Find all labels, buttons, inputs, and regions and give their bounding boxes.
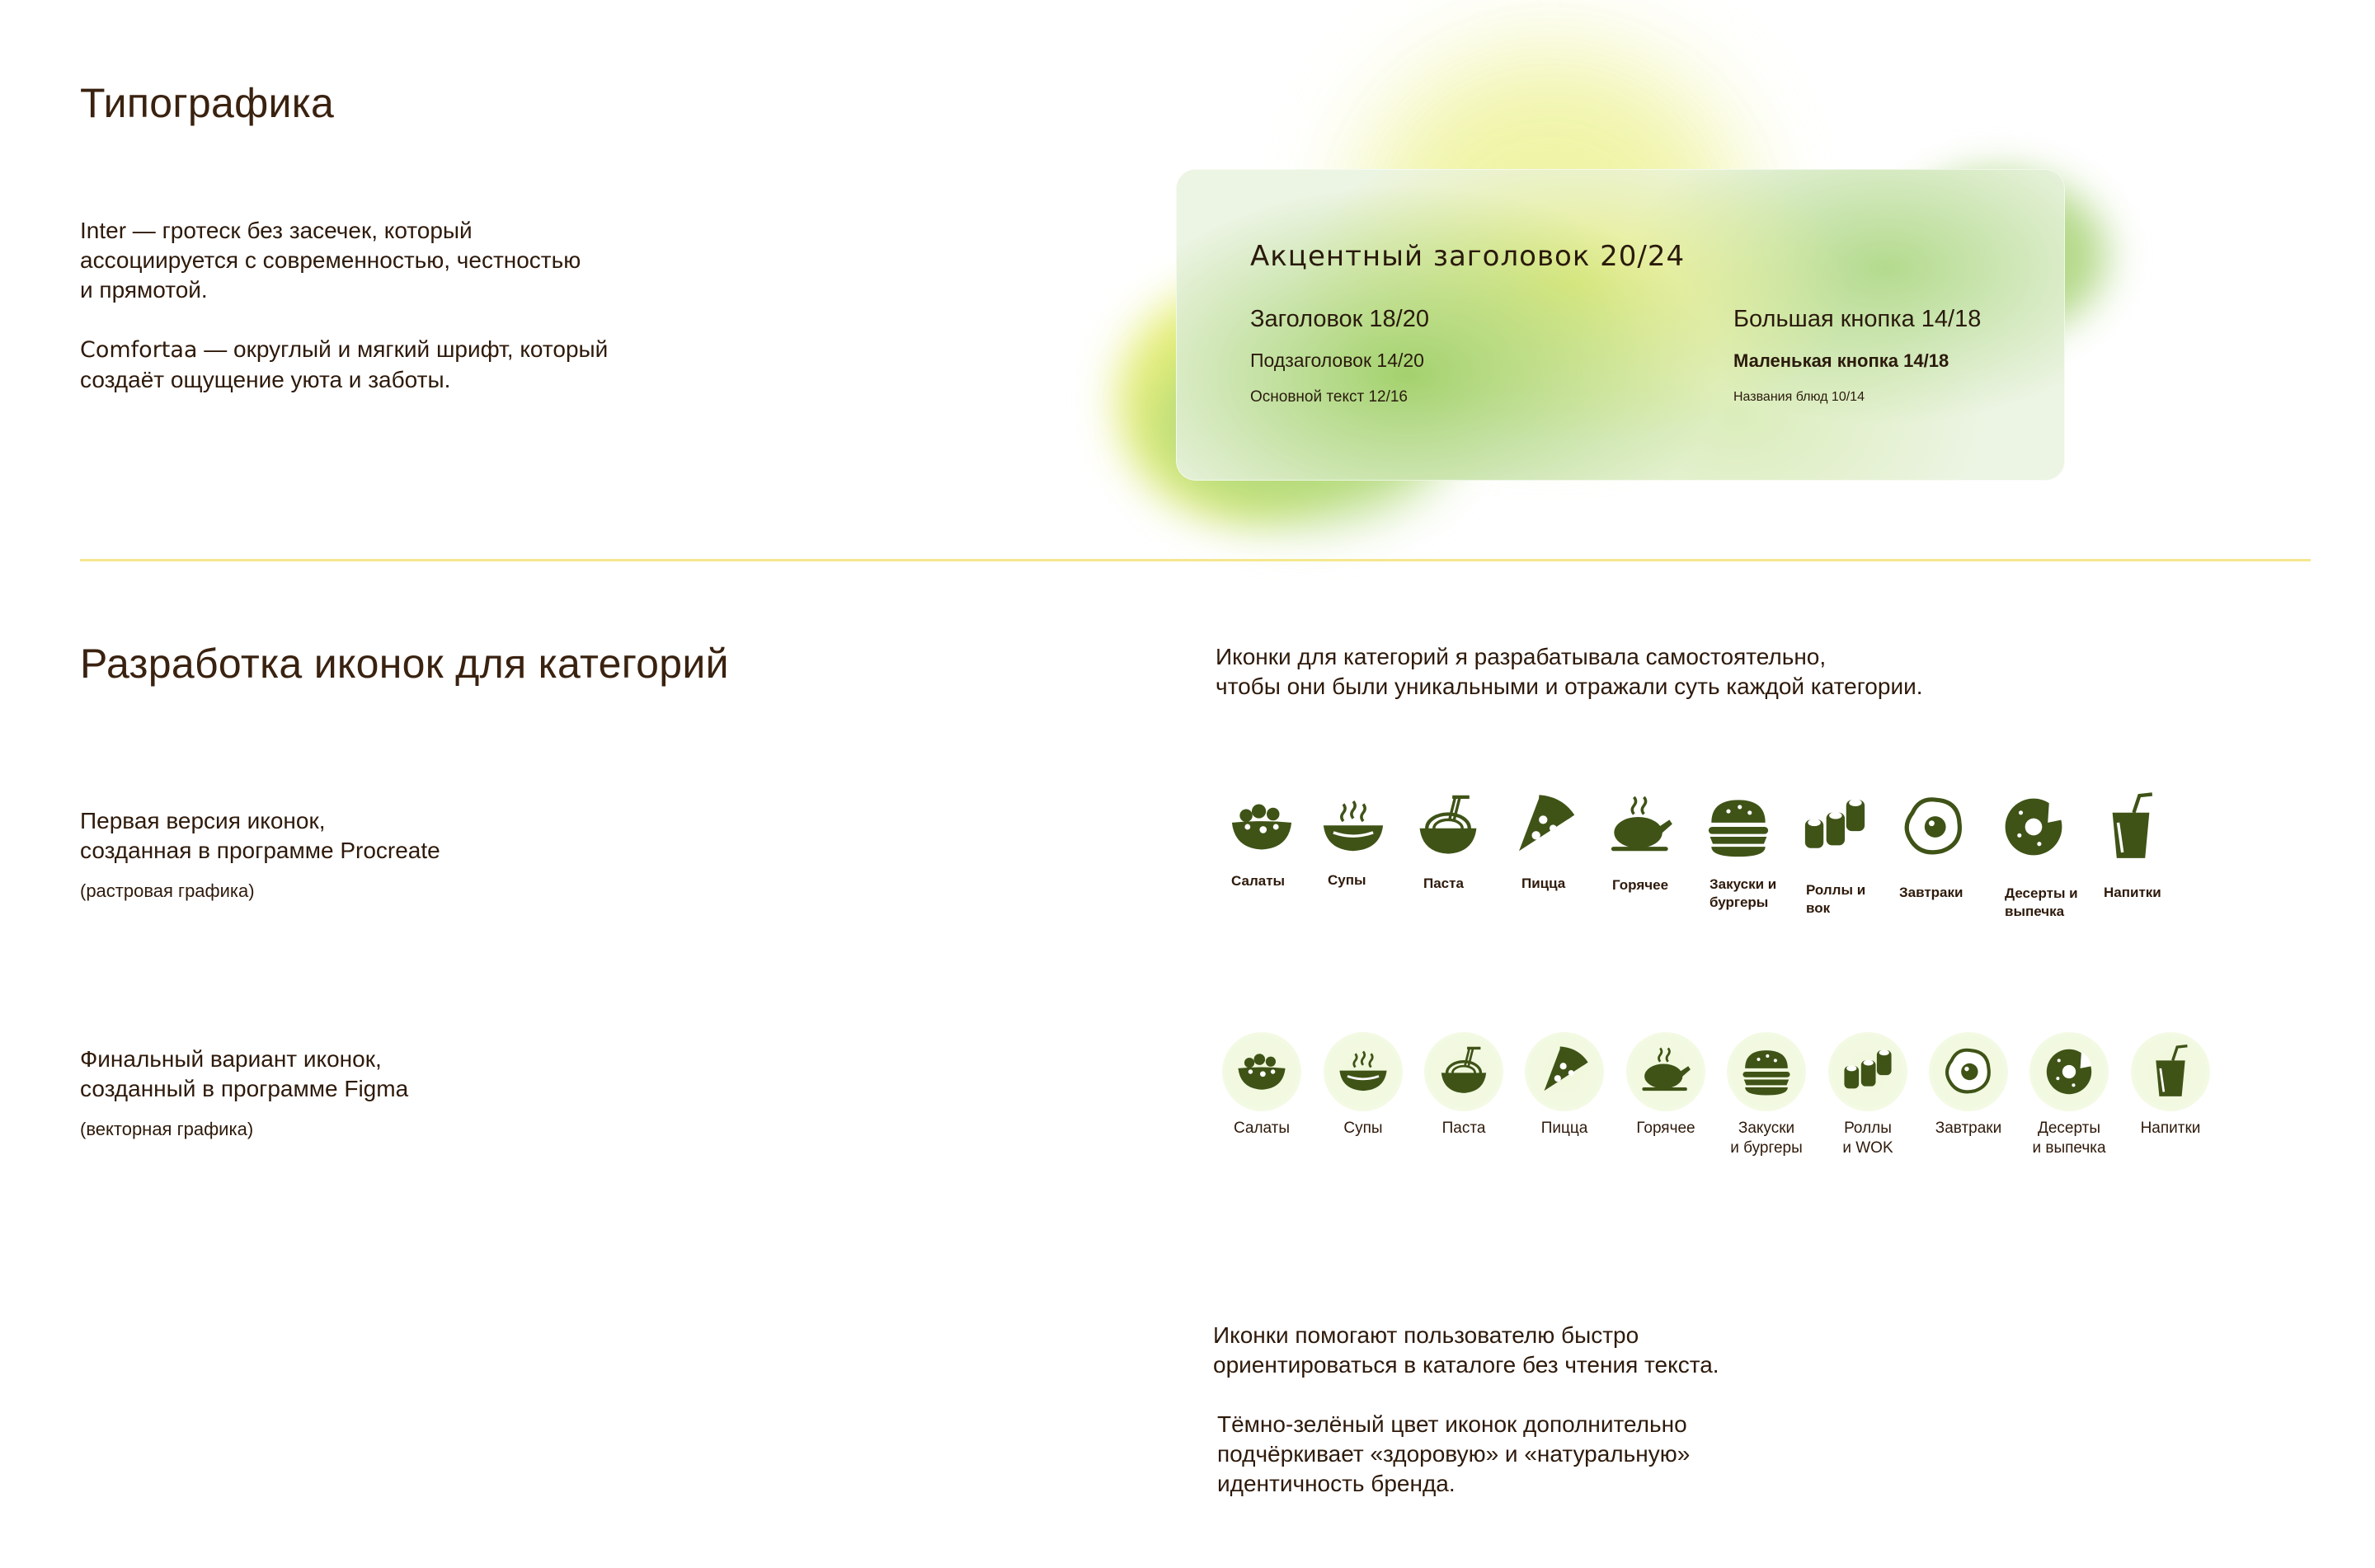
pasta-category-icon xyxy=(1424,1032,1503,1111)
donut-icon xyxy=(1998,791,2069,862)
comfortaa-description xyxy=(80,335,608,395)
vector-icon-caption: Напитки xyxy=(2140,1120,2201,1137)
soup-icon xyxy=(1318,791,1389,862)
rolls-icon xyxy=(1799,791,1870,862)
vector-icon-caption: Пицца xyxy=(1540,1120,1588,1137)
pasta-icon xyxy=(1413,791,1484,862)
icons-outro-1: Иконки помогают пользователю быстро ориентироваться в каталоге без чтения текста. xyxy=(1213,1322,1719,1378)
vector-icon-caption: Роллы и WOK xyxy=(1842,1120,1893,1157)
raster-icon-caption: Напитки xyxy=(2104,885,2161,900)
inter-description: Inter — гротеск без засечек, который ассоциируется с современностью, честностью и прямотой. xyxy=(80,218,581,303)
raster-icon-caption: Роллы и вок xyxy=(1806,882,1866,916)
subheading-sample: Подзаголовок 14/20 xyxy=(1250,350,1424,371)
vector-icon-caption: Супы xyxy=(1343,1120,1383,1137)
heading-sample: Заголовок 18/20 xyxy=(1250,306,1429,332)
egg-category-icon xyxy=(1929,1032,2008,1111)
icons-section-title: Разработка иконок для категорий xyxy=(80,641,729,687)
icons-outro-2: Тёмно-зелёный цвет иконок дополнительно подчёркивает «здоровую» и «натуральную» идентичность бренда. xyxy=(1217,1411,1691,1496)
raster-icon-caption: Закуски и бургеры xyxy=(1710,876,1777,910)
raster-version-label: Первая версия иконок, созданная в программе Procreate xyxy=(80,808,440,863)
small-button-sample: Маленькая кнопка 14/18 xyxy=(1733,350,1949,371)
vector-icon-caption: Паста xyxy=(1441,1120,1486,1137)
raster-icon-caption: Супы xyxy=(1328,872,1366,888)
comfortaa-text: — округлый и мягкий шрифт, который создаёт ощущение уюта и заботы. xyxy=(80,336,609,392)
donut-category-icon xyxy=(2029,1032,2109,1111)
dish-name-sample: Названия блюд 10/14 xyxy=(1733,390,1865,404)
body-text-sample: Основной текст 12/16 xyxy=(1250,388,1408,406)
rolls-category-icon xyxy=(1828,1032,1907,1111)
typography-title: Типографика xyxy=(80,80,335,126)
vector-icon-caption: Горячее xyxy=(1636,1120,1695,1137)
vector-version-note: (векторная графика) xyxy=(80,1119,254,1139)
accent-heading-sample: Акцентный заголовок 20/24 xyxy=(1250,240,1686,273)
salad-icon xyxy=(1226,791,1297,862)
big-button-sample: Большая кнопка 14/18 xyxy=(1733,306,1982,332)
vector-icon-caption: Десерты и выпечка xyxy=(2032,1120,2106,1157)
raster-icon-caption: Завтраки xyxy=(1899,885,1963,900)
drink-icon xyxy=(2095,791,2166,862)
pizza-icon xyxy=(1509,791,1580,862)
raster-icon-caption: Горячее xyxy=(1612,877,1669,893)
icons-intro: Иконки для категорий я разрабатывала самостоятельно, чтобы они были уникальными и отражали суть каждой категории. xyxy=(1216,644,1923,699)
burger-icon xyxy=(1703,791,1774,862)
vector-icon-caption: Завтраки xyxy=(1935,1120,2002,1137)
raster-icon-caption: Паста xyxy=(1423,876,1464,891)
soup-category-icon xyxy=(1324,1032,1403,1111)
comfortaa-name: Comfortaa xyxy=(80,337,198,363)
salad-category-icon xyxy=(1222,1032,1301,1111)
chicken-icon xyxy=(1606,791,1677,862)
raster-version-note: (растровая графика) xyxy=(80,880,255,901)
raster-icon-caption: Салаты xyxy=(1231,873,1286,889)
raster-icon-caption: Пицца xyxy=(1521,876,1566,891)
egg-icon xyxy=(1898,791,1969,862)
drink-category-icon xyxy=(2131,1032,2210,1111)
typography-sample-card xyxy=(1176,169,2065,481)
vector-icon-caption: Закуски и бургеры xyxy=(1730,1120,1803,1157)
pizza-category-icon xyxy=(1525,1032,1604,1111)
section-divider xyxy=(80,559,2311,561)
vector-icon-caption: Салаты xyxy=(1233,1120,1291,1137)
vector-version-label: Финальный вариант иконок, созданный в программе Figma xyxy=(80,1046,409,1101)
chicken-category-icon xyxy=(1626,1032,1705,1111)
burger-category-icon xyxy=(1727,1032,1806,1111)
raster-icon-caption: Десерты и выпечка xyxy=(2005,885,2078,919)
